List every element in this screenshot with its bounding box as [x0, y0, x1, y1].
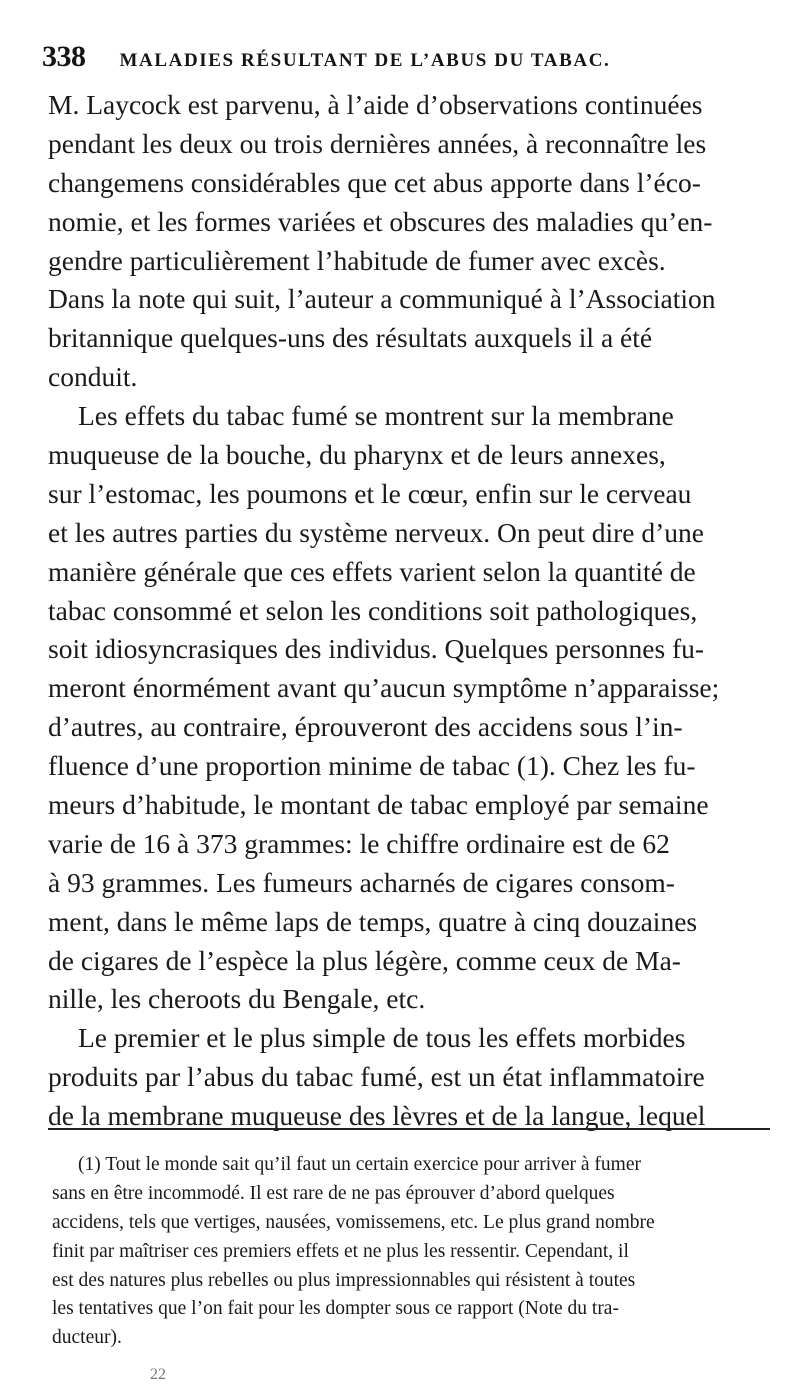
- text-line: M. Laycock est parvenu, à l’aide d’observations continuées: [48, 89, 703, 120]
- text-line: fluence d’une proportion minime de tabac (1). Chez les fu-: [48, 750, 696, 782]
- text-line: varie de 16 à 373 grammes: le chiffre ordinaire est de 62: [48, 827, 670, 859]
- text-line: tabac consommé et selon les conditions soit pathologiques,: [48, 594, 698, 626]
- text-line: de la membrane muqueuse des lèvres et de la langue, lequel: [48, 1100, 706, 1132]
- text-line: muqueuse de la bouche, du pharynx et de leurs annexes,: [48, 439, 666, 471]
- text-line: Le premier et le plus simple de tous les effets morbides: [78, 1022, 686, 1054]
- page-number: 338: [42, 40, 86, 73]
- running-title: MALADIES RÉSULTANT DE L’ABUS DU TABAC.: [119, 50, 611, 71]
- text-line: nomie, et les formes variées et obscures des maladies qu’en-: [48, 205, 713, 237]
- footnote-rule: [48, 1128, 770, 1130]
- text-line: changemens considérables que cet abus apporte dans l’éco-: [48, 166, 701, 198]
- footnote-line: (1) Tout le monde sait qu’il faut un certain exercice pour arriver à fumer: [78, 1154, 641, 1175]
- text-line: meront énormément avant qu’aucun symptôme n’apparaisse;: [48, 672, 720, 704]
- bottom-folio: 22: [150, 1366, 166, 1383]
- text-line: Dans la note qui suit, l’auteur a communiqué à l’Association: [48, 283, 716, 315]
- body-text: [48, 86, 768, 1136]
- text-line: manière générale que ces effets varient selon la quantité de: [48, 555, 696, 587]
- text-line: sur l’estomac, les poumons et le cœur, enfin sur le cerveau: [48, 477, 692, 509]
- footnote-line: accidens, tels que vertiges, nausées, vomissemens, etc. Le plus grand nombre: [52, 1211, 655, 1233]
- text-line: soit idiosyncrasiques des individus. Quelques personnes fu-: [48, 633, 705, 665]
- text-line: produits par l’abus du tabac fumé, est un état inflammatoire: [48, 1061, 705, 1093]
- paragraph-3: [48, 1019, 768, 1136]
- paragraph-2: [48, 397, 768, 1019]
- page-header: [42, 40, 762, 80]
- text-line: britannique quelques-uns des résultats auxquels il a été: [48, 322, 653, 354]
- text-line: et les autres parties du système nerveux. On peut dire d’une: [48, 516, 704, 548]
- text-line: ment, dans le même laps de temps, quatre à cinq douzaines: [48, 905, 698, 937]
- text-line: meurs d’habitude, le montant de tabac employé par semaine: [48, 789, 709, 821]
- footnote-line: ducteur).: [52, 1327, 122, 1349]
- footnote-line: finit par maîtriser ces premiers effets et ne plus les ressentir. Cependant, il: [52, 1240, 629, 1262]
- footnote-line: les tentatives que l’on fait pour les dompter sous ce rapport (Note du tra-: [52, 1298, 619, 1320]
- text-line: Les effets du tabac fumé se montrent sur la membrane: [78, 400, 674, 432]
- footnote-line: est des natures plus rebelles ou plus impressionnables qui résistent à toutes: [52, 1269, 636, 1291]
- text-line: nille, les cheroots du Bengale, etc.: [48, 983, 426, 1015]
- text-line: conduit.: [48, 361, 138, 393]
- text-line: pendant les deux ou trois dernières années, à reconnaître les: [48, 127, 707, 159]
- footnote-line: sans en être incommodé. Il est rare de ne pas éprouver d’abord quelques: [52, 1182, 615, 1204]
- text-line: à 93 grammes. Les fumeurs acharnés de cigares consom-: [48, 866, 675, 898]
- text-line: de cigares de l’espèce la plus légère, comme ceux de Ma-: [48, 944, 681, 976]
- footnote: [52, 1151, 772, 1353]
- text-line: d’autres, au contraire, éprouveront des accidens sous l’in-: [48, 711, 683, 743]
- text-line: gendre particulièrement l’habitude de fumer avec excès.: [48, 244, 666, 276]
- paragraph-1: [48, 86, 768, 397]
